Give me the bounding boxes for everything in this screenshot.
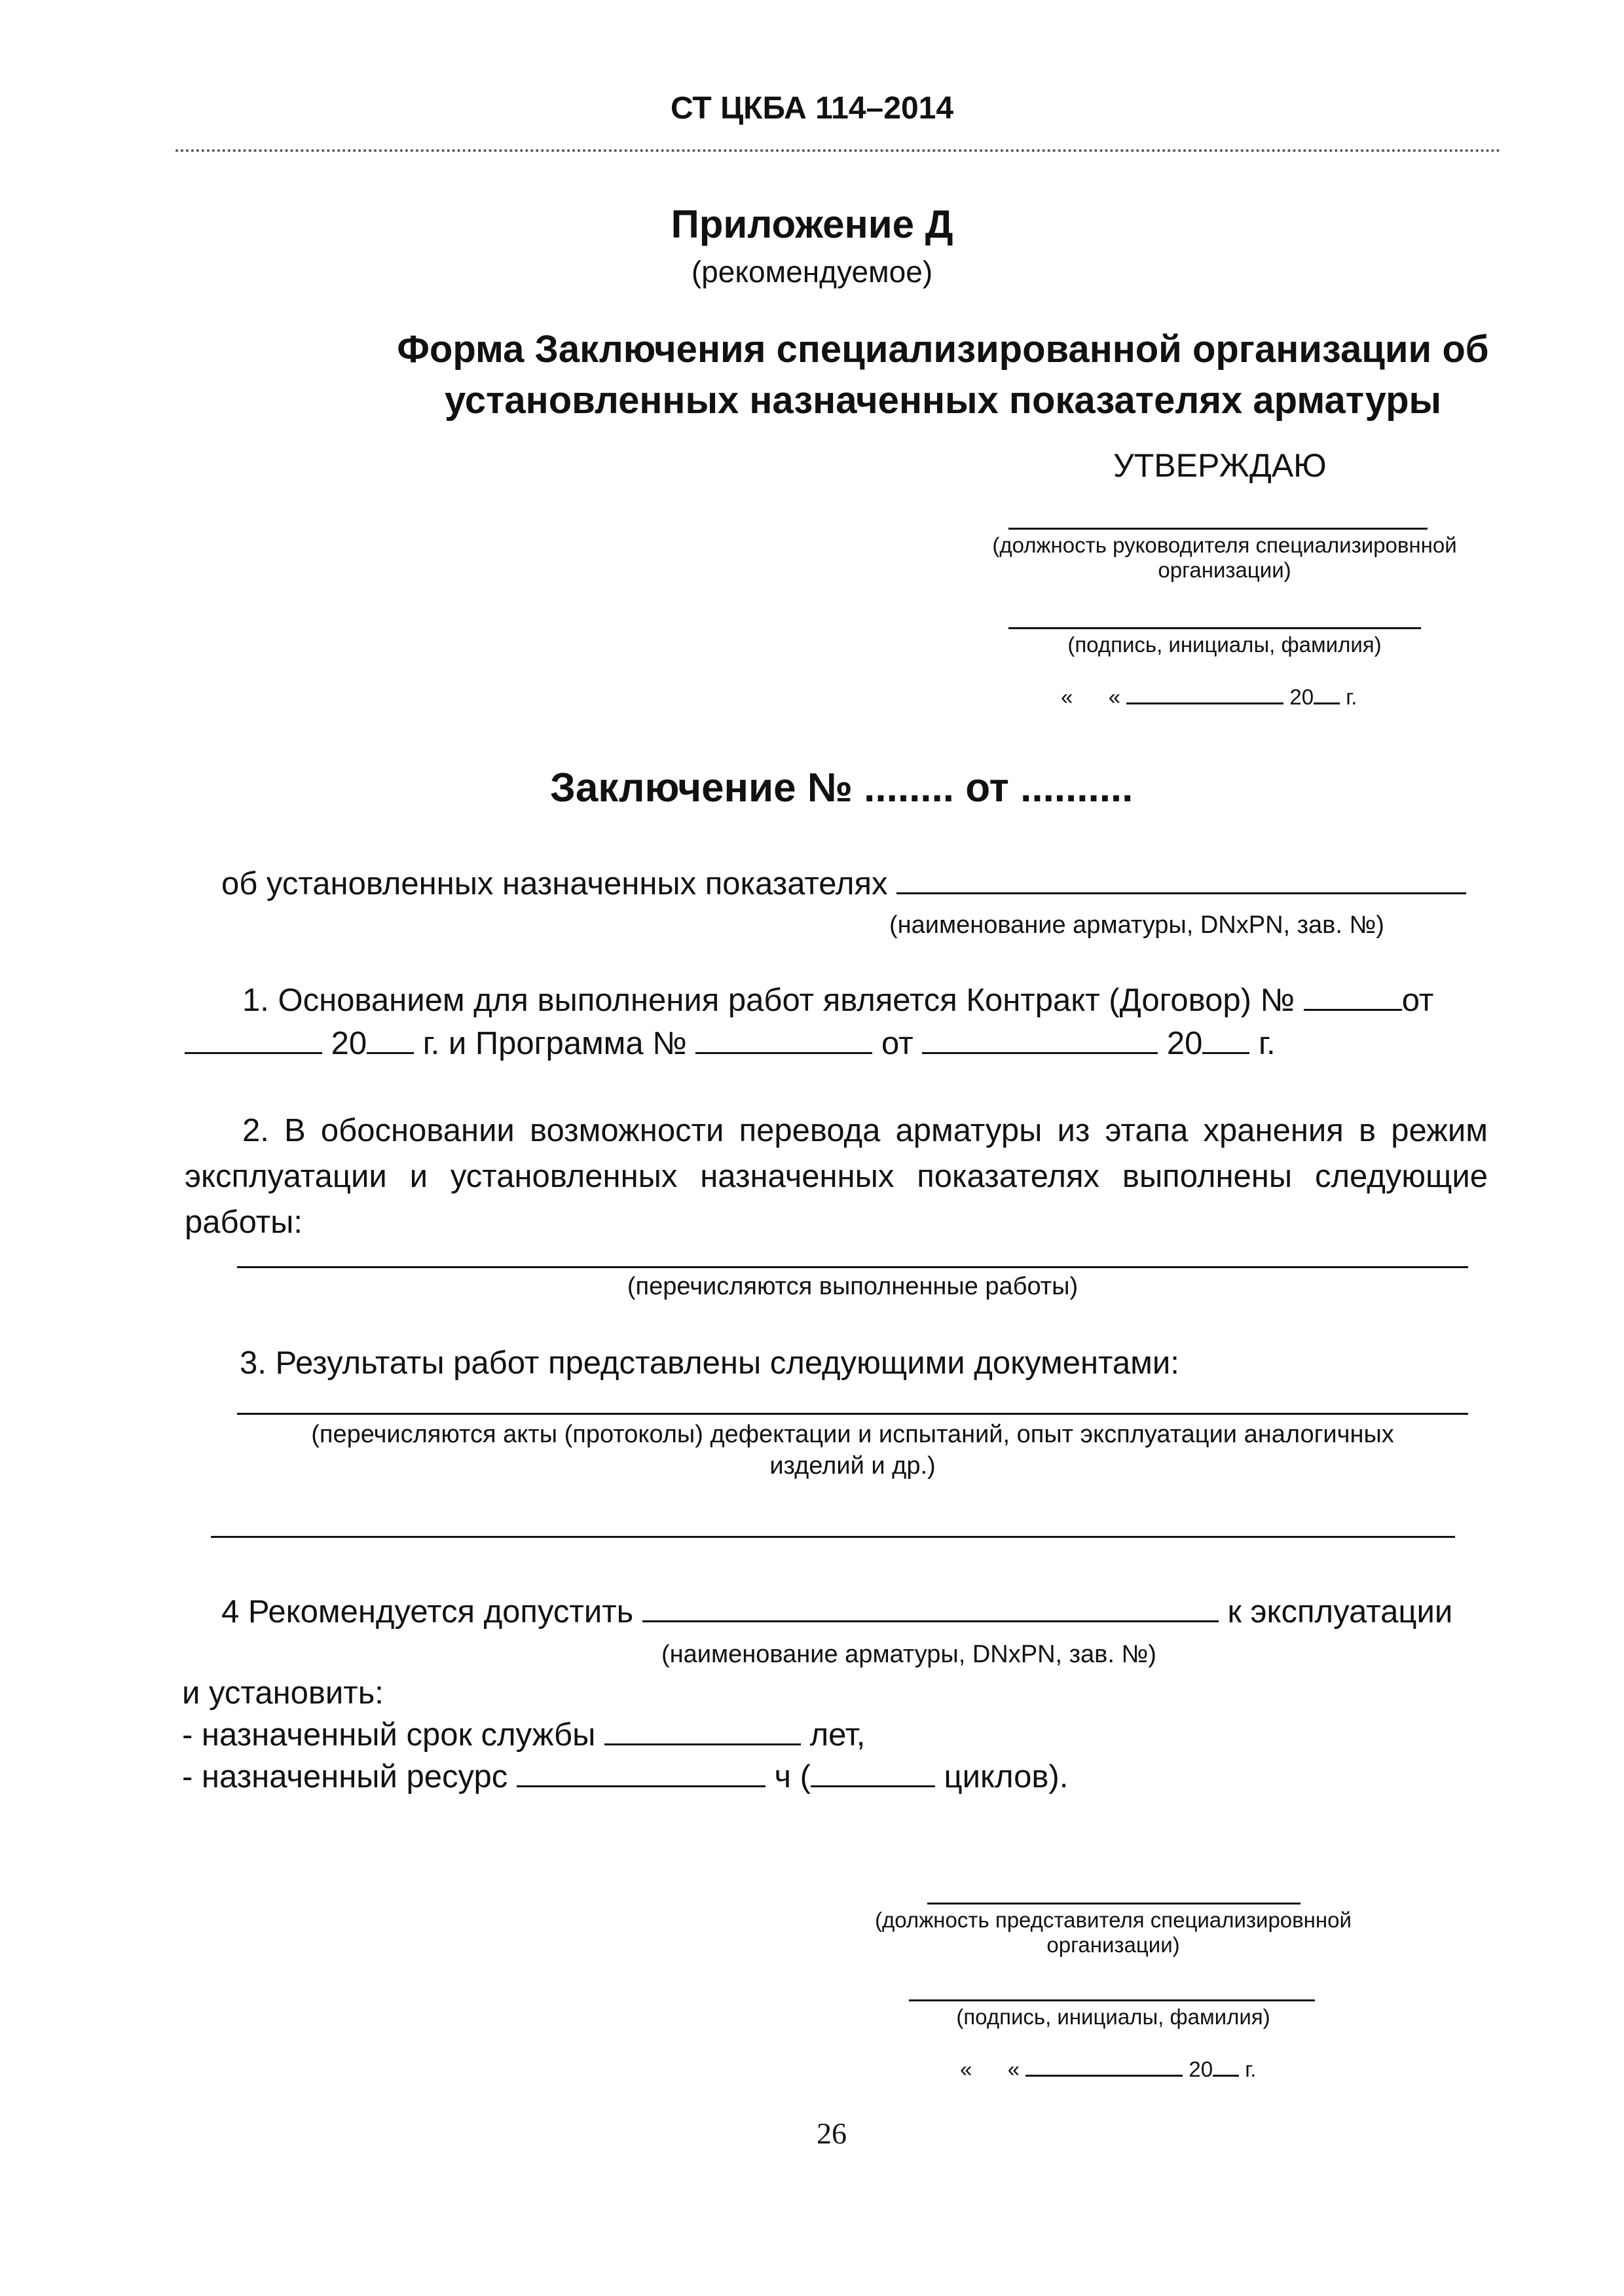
p1-line1-text: 1. Основанием для выполнения работ является Контракт (Договор) № [242, 983, 1295, 1018]
subject-text-label: об установленных назначенных показателях [221, 866, 888, 902]
p1-year2: 20 [1166, 1026, 1203, 1061]
conclusion-title: Заключение № ........ от .......... [550, 765, 1134, 811]
p4-cycles: циклов). [944, 1759, 1069, 1795]
approve-date [1061, 685, 1357, 710]
p1-contract-number-line [1304, 1008, 1402, 1011]
rep-position-caption-1: (должность представителя специализировнной [875, 1908, 1352, 1932]
p4-resource-unit: ч ( [774, 1759, 811, 1795]
p4-resource-line [517, 1785, 766, 1787]
p1-line2 [185, 1025, 1276, 1062]
approve-position-caption-1: (должность руководителя специализировнной [992, 533, 1457, 557]
p4-life-label: - назначенный срок службы [182, 1717, 596, 1753]
p1-contract-date-line [185, 1051, 322, 1054]
page-number: 26 [817, 2117, 847, 2150]
p4-service-life [182, 1717, 865, 1753]
header-rule [175, 149, 1501, 152]
rep-position-caption-2: организации) [1046, 1933, 1180, 1957]
approve-position-line [1008, 528, 1428, 530]
rep-date [960, 2057, 1256, 2082]
p4-life-unit: лет, [809, 1717, 866, 1753]
p4-establish: и установить: [182, 1675, 384, 1711]
p1-year1: 20 [331, 1026, 367, 1061]
p1-year1-line [367, 1051, 414, 1054]
p2-text: 2. В обосновании возможности перевода арматуры из этапа хранения в режим эксплуатации и установленных назначенных показателях выполнены следующие работы: [185, 1113, 1488, 1240]
p4-cycles-line [811, 1785, 935, 1787]
form-title-line2: установленных назначенных показателях арматуры [444, 379, 1442, 422]
form-title-line1: Форма Заключения специализированной организации об [397, 328, 1489, 371]
approve-signature-caption: (подпись, инициалы, фамилия) [1067, 632, 1382, 657]
p1-ot: от [1401, 983, 1434, 1018]
p1-ot2: от [881, 1026, 913, 1061]
p3-extra-line [211, 1536, 1455, 1538]
approve-date-g: г. [1346, 685, 1357, 709]
subject-caption: (наименование арматуры, DNxPN, зав. №) [889, 911, 1384, 939]
subject-text [221, 866, 1466, 902]
p4-life-line [604, 1743, 801, 1745]
p3-text: 3. Результаты работ представлены следующими документами: [240, 1345, 1179, 1381]
p4-caption: (наименование арматуры, DNxPN, зав. №) [661, 1641, 1156, 1668]
p1-program-label: г. и Программа № [422, 1026, 687, 1061]
rep-position-line [927, 1903, 1301, 1904]
approve-label: УТВЕРЖДАЮ [1113, 447, 1327, 484]
rep-date-month-line [1025, 2074, 1183, 2077]
document-code: СТ ЦКБА 114–2014 [670, 91, 954, 126]
subject-line [896, 892, 1466, 894]
p4-armature-line [642, 1620, 1219, 1622]
p3-caption-1: (перечисляются акты (протоколы) дефектации и испытаний, опыт эксплуатации аналогичных [311, 1421, 1394, 1448]
p1-line1 [242, 982, 1433, 1019]
p2-works-line [237, 1266, 1468, 1268]
approve-date-year: 20 [1289, 685, 1314, 709]
p1-program-number-line [695, 1051, 872, 1054]
p4-start: 4 Рекомендуется допустить [221, 1594, 634, 1630]
p2-caption: (перечисляются выполненные работы) [627, 1273, 1079, 1300]
p4-line1 [221, 1594, 1452, 1630]
p1-year2-line [1202, 1051, 1249, 1054]
approve-date-quote-open: « [1061, 685, 1073, 709]
p4-resource [182, 1758, 1068, 1795]
rep-date-year: 20 [1189, 2057, 1213, 2081]
p1-program-date-line [922, 1051, 1158, 1054]
p1-g: г. [1259, 1026, 1276, 1061]
rep-signature-caption: (подпись, инициалы, фамилия) [956, 2005, 1270, 2029]
appendix-title: Приложение Д [671, 202, 953, 246]
approve-date-year-line [1314, 702, 1340, 704]
p4-resource-label: - назначенный ресурс [182, 1759, 508, 1795]
p4-end: к эксплуатации [1227, 1594, 1453, 1630]
rep-date-quote-2: « [1007, 2057, 1020, 2081]
rep-date-quote-open: « [960, 2057, 972, 2081]
rep-date-year-line [1213, 2074, 1239, 2077]
p3-documents-line [237, 1413, 1468, 1415]
rep-date-g: г. [1245, 2057, 1257, 2081]
approve-date-quote-2: « [1108, 685, 1121, 709]
appendix-subtitle: (рекомендуемое) [691, 255, 933, 289]
rep-signature-line [909, 1999, 1315, 2001]
approve-signature-line [1008, 627, 1421, 629]
p3-caption-2: изделий и др.) [769, 1452, 936, 1480]
approve-date-month-line [1126, 702, 1283, 704]
approve-position-caption-2: организации) [1158, 558, 1291, 582]
